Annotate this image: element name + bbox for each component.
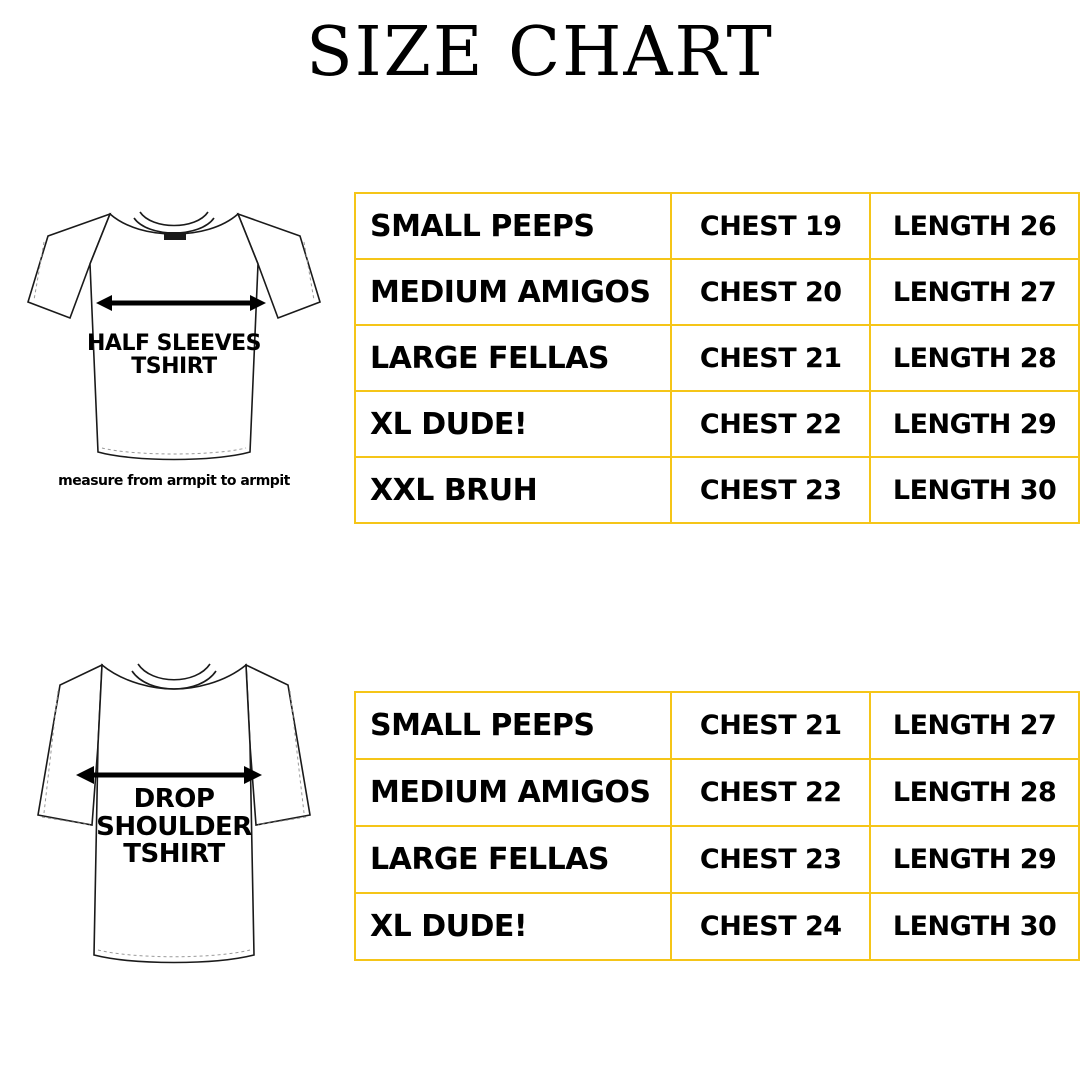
table-row: [355, 826, 1079, 893]
table-row: [355, 692, 1079, 759]
half-sleeve-caption-line1: HALF SLEEVES: [87, 331, 261, 356]
length-cell: LENGTH 27: [870, 259, 1079, 325]
length-cell: LENGTH 30: [870, 893, 1079, 960]
page-title: SIZE CHART: [306, 13, 774, 92]
drop-shoulder-caption-line3: TSHIRT: [123, 839, 225, 870]
chest-cell: CHEST 22: [671, 391, 870, 457]
size-name-cell: XXL BRUH: [355, 457, 671, 523]
half-sleeve-size-table: [354, 192, 1080, 524]
chest-cell: CHEST 23: [671, 826, 870, 893]
table-row: [355, 259, 1079, 325]
table-row: [355, 759, 1079, 826]
length-cell: LENGTH 26: [870, 193, 1079, 259]
table-row: [355, 893, 1079, 960]
length-cell: LENGTH 28: [870, 325, 1079, 391]
table-row: [355, 193, 1079, 259]
chest-cell: CHEST 24: [671, 893, 870, 960]
tshirt-half-sleeve-icon: [14, 190, 334, 500]
size-name-cell: LARGE FELLAS: [355, 826, 671, 893]
length-cell: LENGTH 29: [870, 826, 1079, 893]
half-sleeve-caption-line2: TSHIRT: [131, 354, 217, 380]
measure-note: measure from armpit to armpit: [58, 473, 290, 489]
size-name-cell: XL DUDE!: [355, 893, 671, 960]
drop-shoulder-size-table: [354, 691, 1080, 961]
drop-shoulder-caption-line2: SHOULDER: [96, 811, 252, 842]
chest-cell: CHEST 20: [671, 259, 870, 325]
size-name-cell: LARGE FELLAS: [355, 325, 671, 391]
size-name-cell: SMALL PEEPS: [355, 692, 671, 759]
table-row: [355, 325, 1079, 391]
chest-cell: CHEST 22: [671, 759, 870, 826]
size-name-cell: SMALL PEEPS: [355, 193, 671, 259]
table-row: [355, 457, 1079, 523]
size-name-cell: MEDIUM AMIGOS: [355, 759, 671, 826]
chest-cell: CHEST 19: [671, 193, 870, 259]
length-cell: LENGTH 28: [870, 759, 1079, 826]
tshirt-drop-shoulder-icon: [14, 625, 334, 990]
length-cell: LENGTH 27: [870, 692, 1079, 759]
table-row: [355, 391, 1079, 457]
chest-cell: CHEST 21: [671, 692, 870, 759]
size-name-cell: MEDIUM AMIGOS: [355, 259, 671, 325]
drop-shoulder-caption-line1: DROP: [133, 784, 215, 814]
chest-cell: CHEST 21: [671, 325, 870, 391]
length-cell: LENGTH 30: [870, 457, 1079, 523]
chest-cell: CHEST 23: [671, 457, 870, 523]
length-cell: LENGTH 29: [870, 391, 1079, 457]
size-name-cell: XL DUDE!: [355, 391, 671, 457]
